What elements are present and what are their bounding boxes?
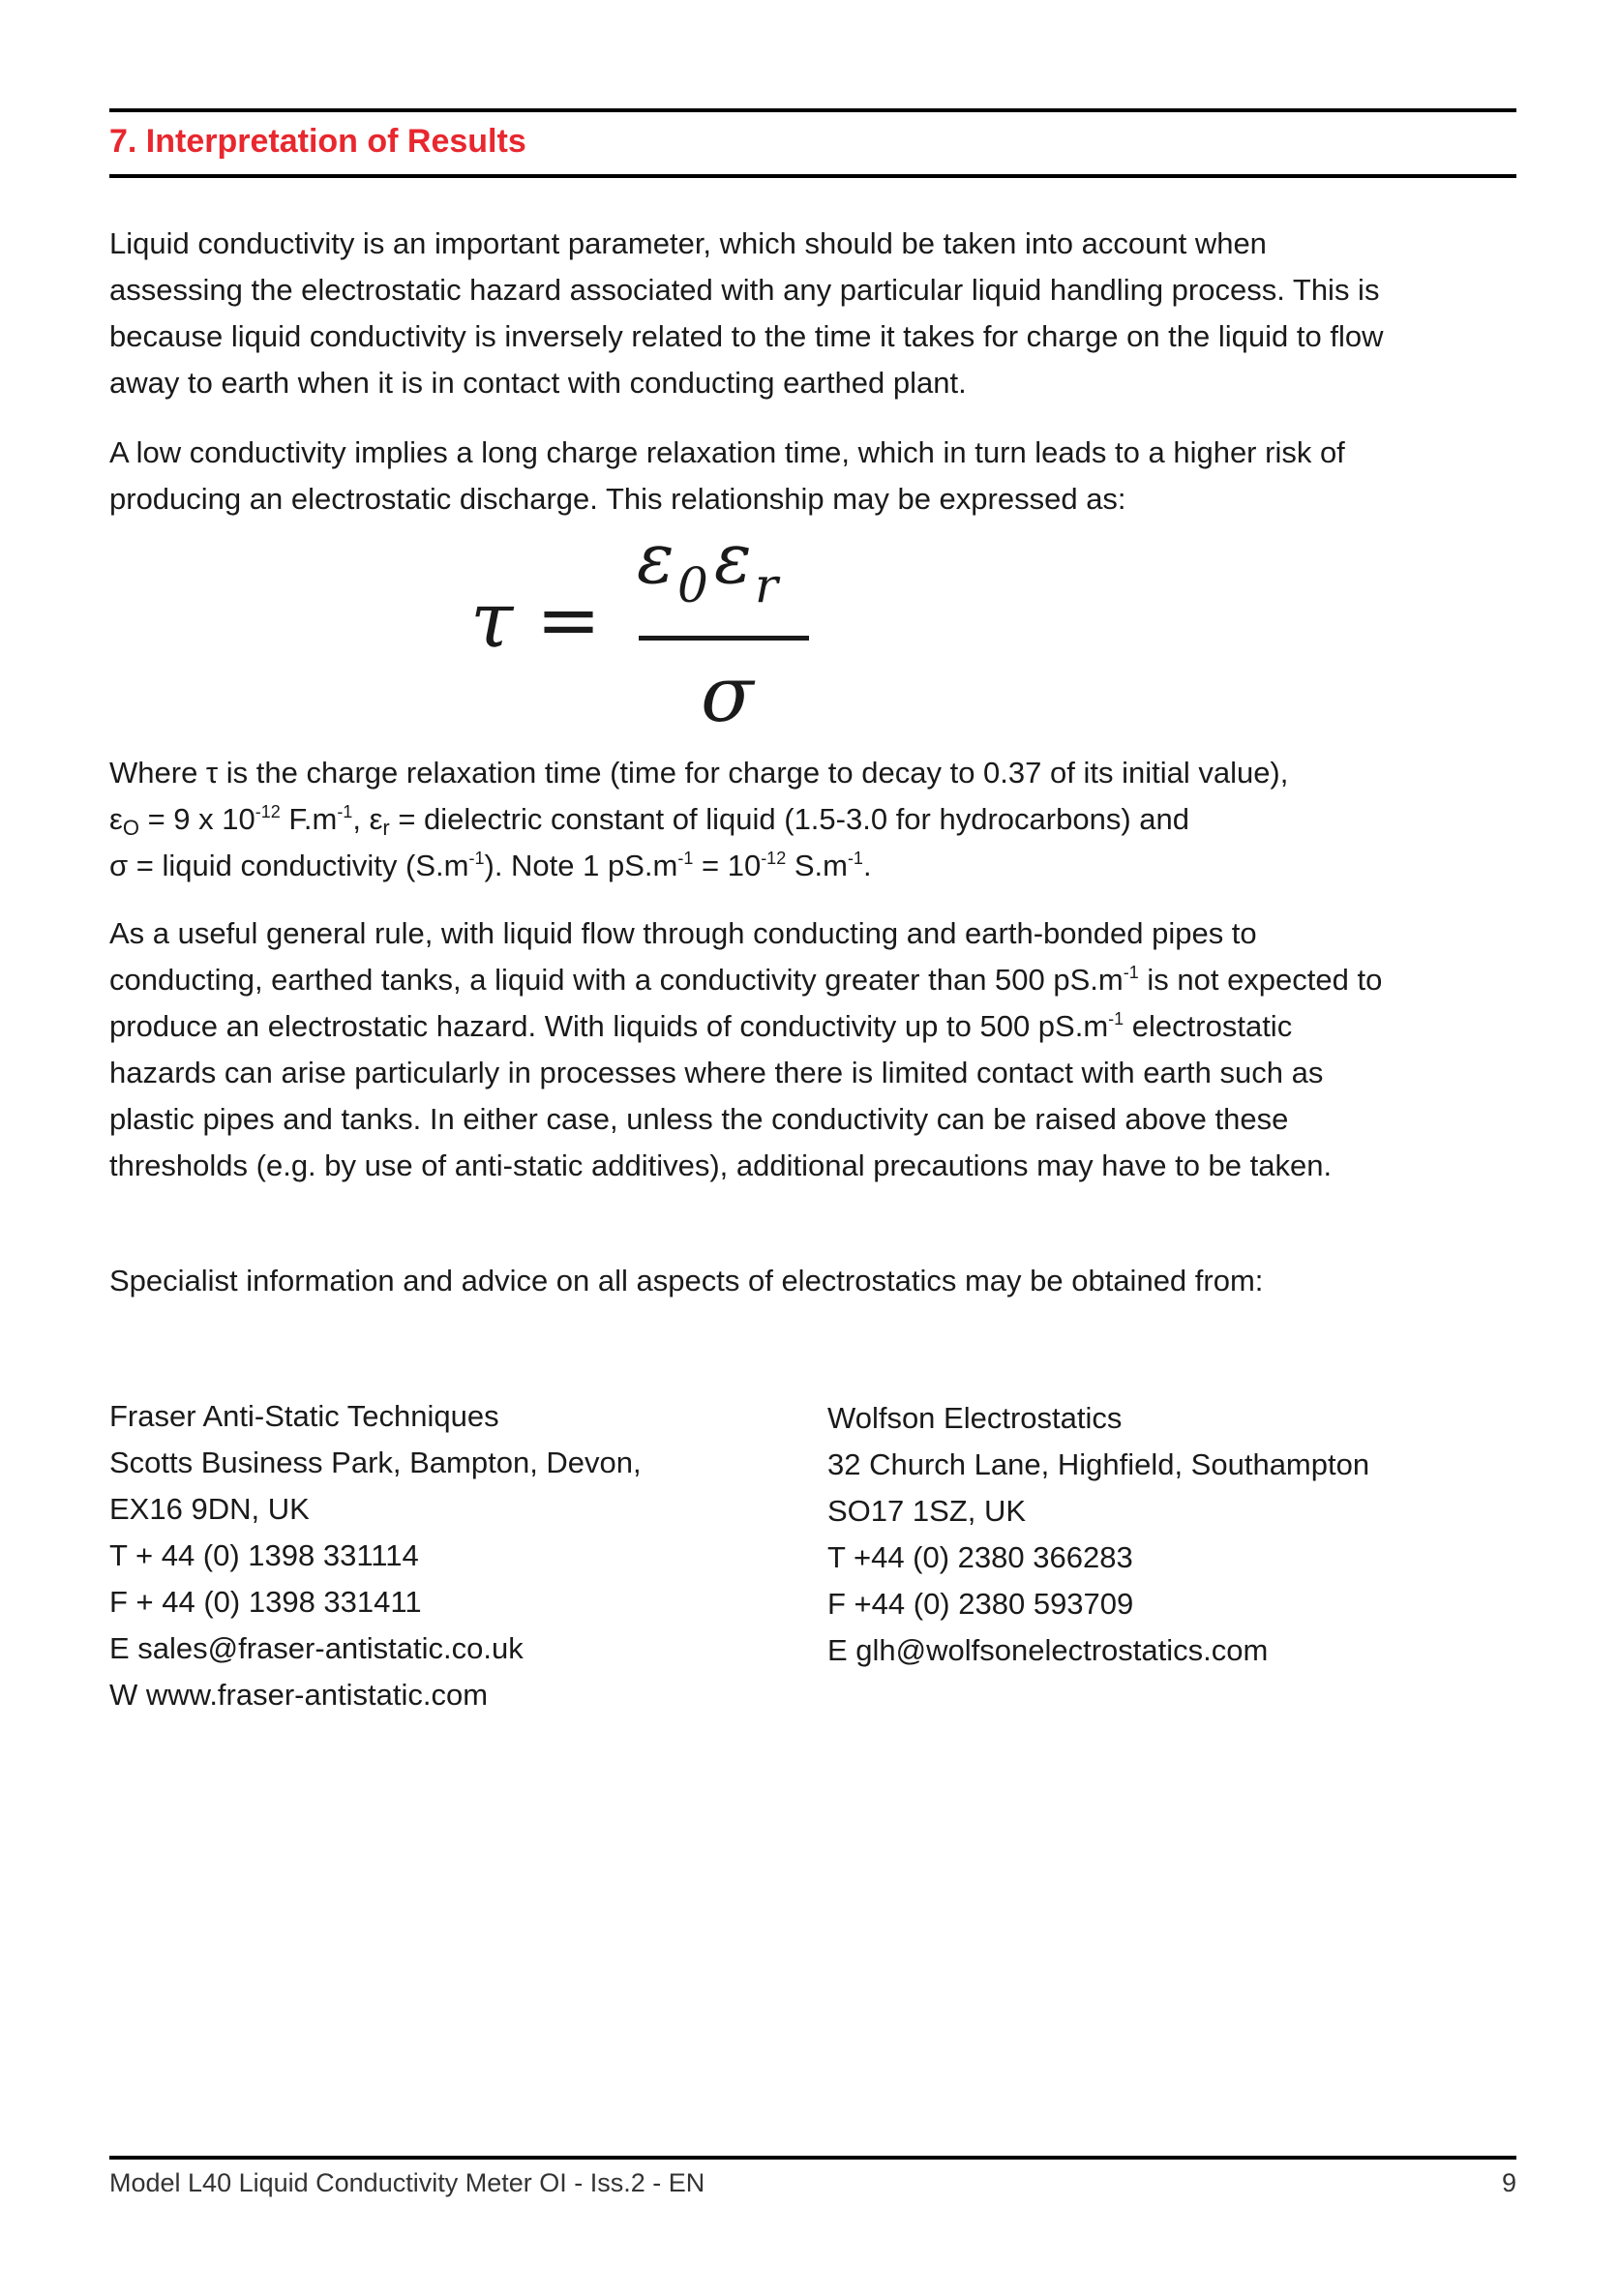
general-rule-part-3: electrostatic hazards can arise particularly in processes where there is limited contact with earth such as plastic pipes and tanks. In either case, unless the conductivity can be raised above these thresholds (e.g. by use of anti-static additives), additional precautions may have to be taken. bbox=[109, 1009, 1333, 1182]
period: . bbox=[862, 849, 872, 882]
formula-equals: = bbox=[536, 575, 602, 665]
fraser-website[interactable]: W www.fraser-antistatic.com bbox=[109, 1678, 489, 1712]
formula-fraction-bar bbox=[639, 636, 809, 641]
fraser-telephone: T + 44 (0) 1398 331114 bbox=[109, 1538, 419, 1572]
section-heading: 7. Interpretation of Results bbox=[109, 123, 526, 160]
formula-subscript-0: 0 bbox=[677, 557, 708, 613]
footer-rule bbox=[109, 2156, 1516, 2160]
formula-sigma: σ bbox=[701, 649, 754, 739]
general-rule-part-1: As a useful general rule, with liquid flow through conducting and earth-bonded pipes to conducting, earthed tanks, a liquid with a conductivity greater than 500 pS.m bbox=[109, 916, 1257, 997]
top-rule bbox=[109, 108, 1516, 112]
footer-page-number: 9 bbox=[1501, 2168, 1516, 2197]
separator: , bbox=[352, 802, 370, 836]
note-sm: S.m bbox=[786, 849, 848, 882]
exponent-neg12: -12 bbox=[255, 802, 281, 821]
note-equals: = 10 bbox=[693, 849, 762, 882]
relaxation-time-formula bbox=[465, 522, 832, 745]
fraser-address-line-1: Scotts Business Park, Bampton, Devon, bbox=[109, 1446, 642, 1479]
paragraph-general-rule bbox=[109, 910, 1406, 1189]
paragraph-conductivity-importance: Liquid conductivity is an important parameter, which should be taken into account when assessing the electrostatic hazard associated with any particular liquid handling process. This is because liquid conductivity is inversely related to the time it takes for charge on the liquid to flow away to earth when it is in contact with conducting earthed plant. bbox=[109, 226, 1384, 400]
fraser-address-line-2: EX16 9DN, UK bbox=[109, 1492, 310, 1526]
fraser-company: Fraser Anti-Static Techniques bbox=[109, 1399, 499, 1433]
paragraph-formula-definitions bbox=[109, 750, 1406, 889]
general-rule-part-2: is not expected to produce an electrostatic hazard. With liquids of conductivity up to 500 pS.m bbox=[109, 963, 1383, 1043]
wolfson-fax: F +44 (0) 2380 593709 bbox=[827, 1587, 1134, 1621]
unit-fm: F.m bbox=[280, 802, 338, 836]
footer-document-title: Model L40 Liquid Conductivity Meter OI - Iss.2 - EN bbox=[109, 2168, 705, 2197]
contact-wolfson bbox=[827, 1395, 1369, 1674]
epsilon-0-symbol: ε bbox=[109, 802, 123, 836]
formula-epsilon-r: ε bbox=[714, 522, 752, 599]
paragraph-specialist-info: Specialist information and advice on all aspects of electrostatics may be obtained from: bbox=[109, 1264, 1264, 1297]
fraser-fax: F + 44 (0) 1398 331411 bbox=[109, 1585, 422, 1619]
wolfson-company: Wolfson Electrostatics bbox=[827, 1401, 1123, 1435]
paragraph-relaxation-time: A low conductivity implies a long charge relaxation time, which in turn leads to a higher risk of producing an electrostatic discharge. This relationship may be expressed as: bbox=[109, 435, 1345, 516]
exponent-neg1: -1 bbox=[847, 849, 863, 868]
exponent-neg1: -1 bbox=[337, 802, 353, 821]
exponent-neg1: -1 bbox=[677, 849, 694, 868]
exponent-neg1: -1 bbox=[1108, 1009, 1124, 1029]
wolfson-address-line-2: SO17 1SZ, UK bbox=[827, 1494, 1027, 1528]
wolfson-telephone: T +44 (0) 2380 366283 bbox=[827, 1540, 1133, 1574]
definition-sigma: σ = liquid conductivity (S.m bbox=[109, 849, 469, 882]
epsilon-r-subscript: r bbox=[382, 816, 390, 840]
heading-underline-rule bbox=[109, 174, 1516, 178]
contact-fraser bbox=[109, 1393, 642, 1718]
fraser-email[interactable]: E sales@fraser-antistatic.co.uk bbox=[109, 1631, 524, 1665]
wolfson-address-line-1: 32 Church Lane, Highfield, Southampton bbox=[827, 1447, 1370, 1481]
note-ps: ). Note 1 pS.m bbox=[484, 849, 678, 882]
wolfson-email[interactable]: E glh@wolfsonelectrostatics.com bbox=[827, 1633, 1269, 1667]
exponent-neg1: -1 bbox=[1123, 963, 1139, 982]
definition-tau: Where τ is the charge relaxation time (time for charge to decay to 0.37 of its initial value), bbox=[109, 756, 1289, 790]
epsilon-0-value: = 9 x 10 bbox=[138, 802, 255, 836]
exponent-neg12: -12 bbox=[761, 849, 787, 868]
epsilon-0-subscript: O bbox=[122, 816, 139, 840]
formula-epsilon-0: ε bbox=[637, 522, 675, 599]
formula-subscript-r: r bbox=[755, 557, 778, 613]
exponent-neg1: -1 bbox=[468, 849, 485, 868]
formula-tau: τ bbox=[470, 575, 514, 665]
epsilon-r-symbol: ε bbox=[369, 802, 383, 836]
definition-epsilon-r: = dielectric constant of liquid (1.5-3.0 for hydrocarbons) and bbox=[389, 802, 1189, 836]
